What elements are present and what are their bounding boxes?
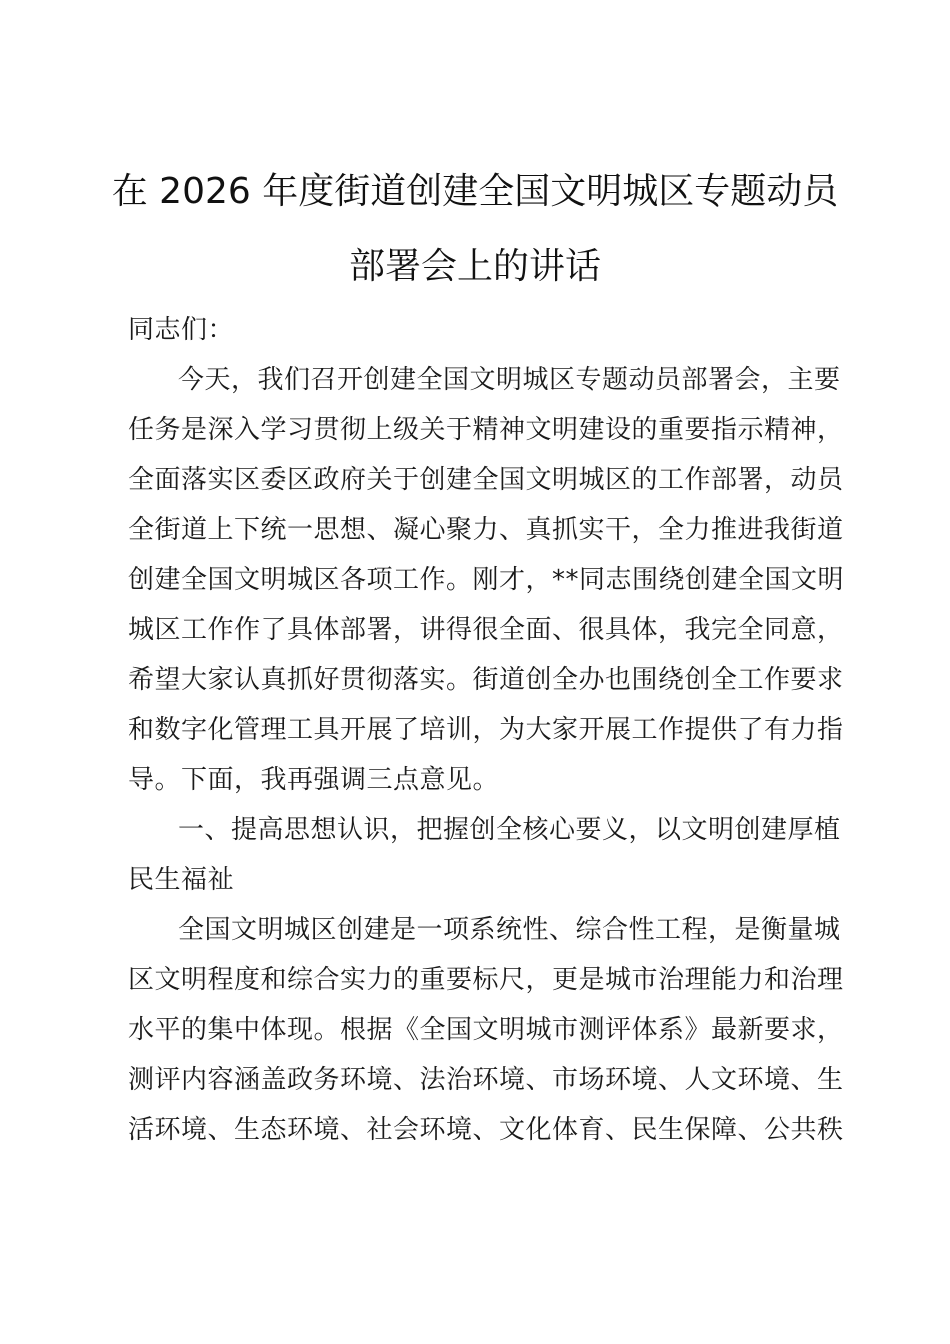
paragraph-1 bbox=[128, 355, 845, 805]
paragraph-line: 水平的集中体现。根据《全国文明城市测评体系》最新要求， bbox=[128, 1015, 844, 1045]
document-title bbox=[110, 154, 840, 304]
title-line-1: 在 2026 年度街道创建全国文明城区专题动员 bbox=[111, 171, 839, 212]
section-heading-1 bbox=[128, 805, 841, 905]
paragraph-line: 和数字化管理工具开展了培训，为大家开展工作提供了有力指 bbox=[128, 715, 844, 745]
paragraph-2 bbox=[128, 905, 844, 1155]
salutation: 同志们： bbox=[128, 315, 235, 345]
heading-line: 民生福祉 bbox=[128, 865, 235, 895]
document-body bbox=[128, 305, 845, 1155]
paragraph-line: 创建全国文明城区各项工作。刚才，**同志围绕创建全国文明 bbox=[128, 565, 845, 595]
paragraph-line: 城区工作作了具体部署，讲得很全面、很具体，我完全同意， bbox=[128, 615, 844, 645]
paragraph-line: 全街道上下统一思想、凝心聚力、真抓实干，全力推进我街道 bbox=[128, 515, 844, 545]
paragraph-line: 今天，我们召开创建全国文明城区专题动员部署会，主要 bbox=[178, 365, 841, 395]
paragraph-line: 导。下面，我再强调三点意见。 bbox=[128, 765, 500, 795]
paragraph-line: 活环境、生态环境、社会环境、文化体育、民生保障、公共秩 bbox=[128, 1115, 844, 1145]
paragraph-line: 全国文明城区创建是一项系统性、综合性工程，是衡量城 bbox=[178, 915, 841, 945]
paragraph-line: 任务是深入学习贯彻上级关于精神文明建设的重要指示精神， bbox=[128, 415, 844, 445]
heading-line: 一、提高思想认识，把握创全核心要义，以文明创建厚植 bbox=[178, 815, 841, 845]
paragraph-line: 全面落实区委区政府关于创建全国文明城区的工作部署，动员 bbox=[128, 465, 844, 495]
paragraph-line: 希望大家认真抓好贯彻落实。街道创全办也围绕创全工作要求 bbox=[128, 665, 844, 695]
paragraph-line: 测评内容涵盖政务环境、法治环境、市场环境、人文环境、生 bbox=[128, 1065, 844, 1095]
paragraph-line: 区文明程度和综合实力的重要标尺，更是城市治理能力和治理 bbox=[128, 965, 844, 995]
title-line-2: 部署会上的讲话 bbox=[348, 246, 601, 287]
